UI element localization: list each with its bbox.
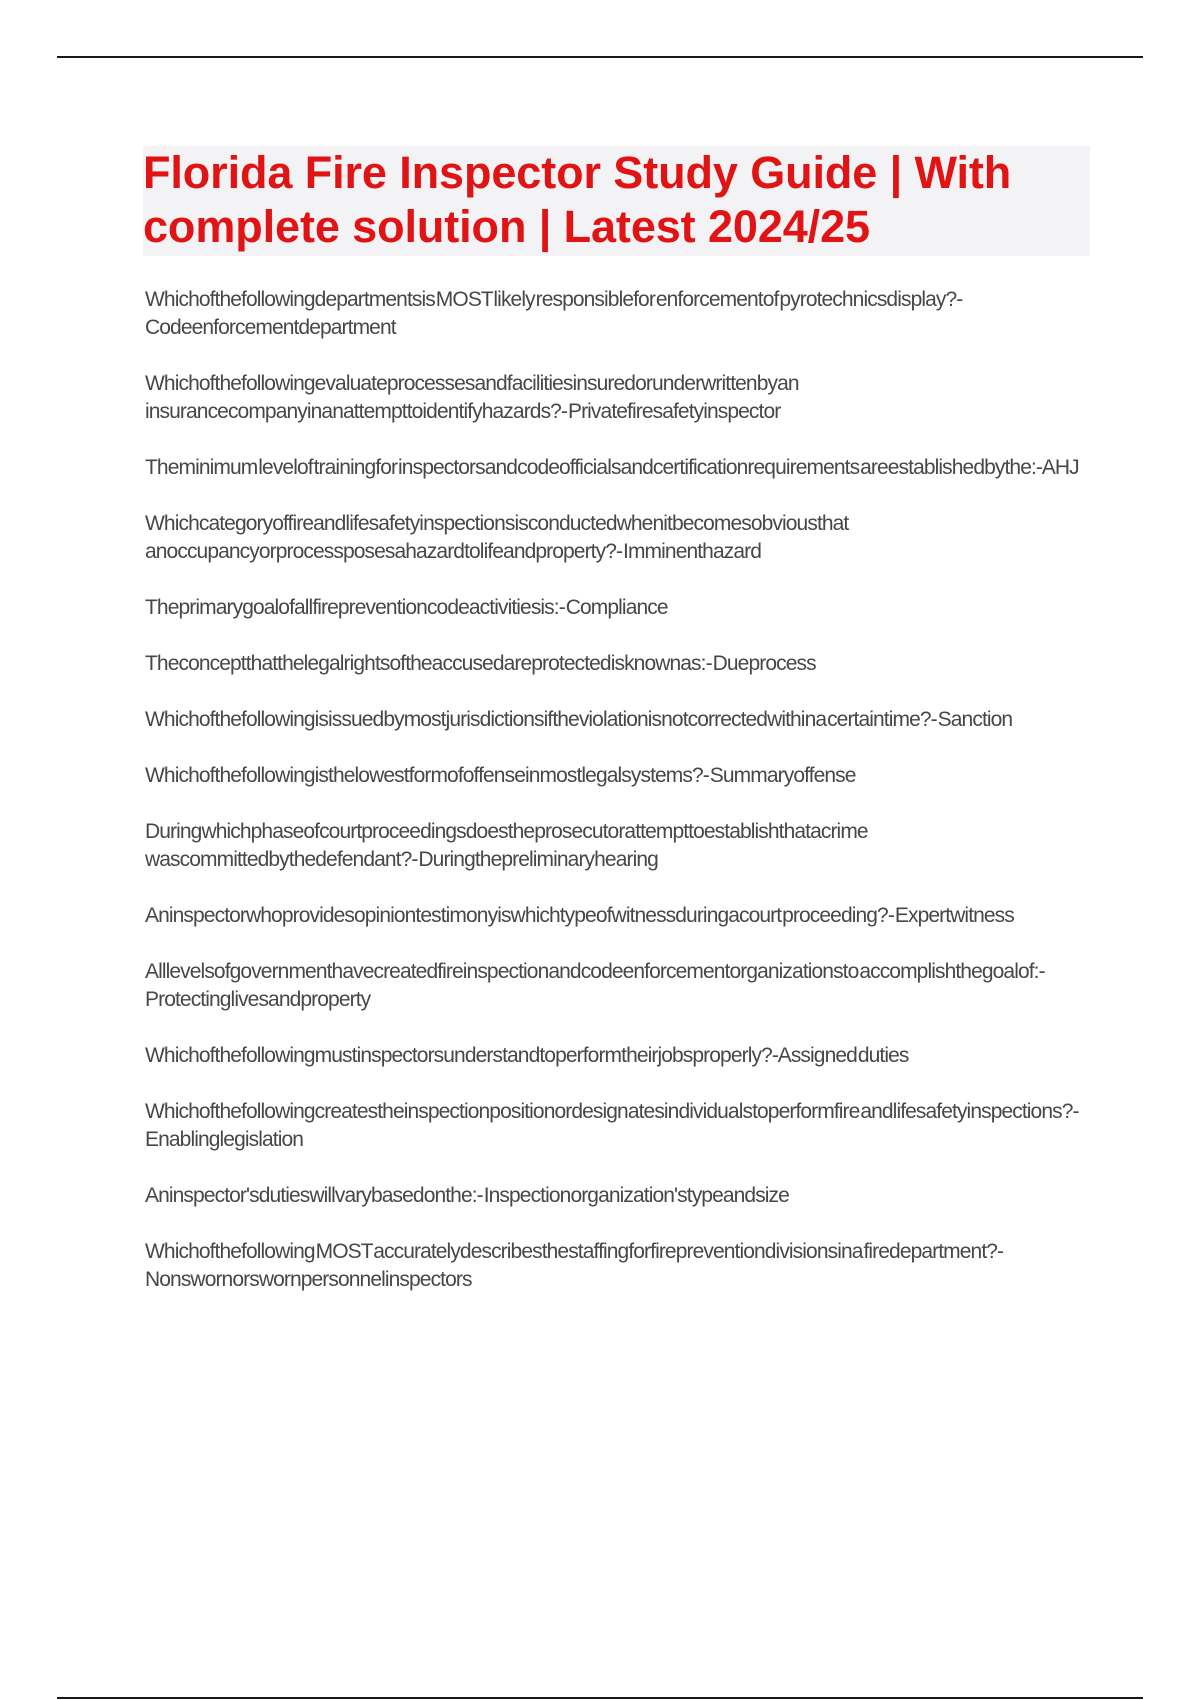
qa-item: Whichofthefollowingisthelowestformofoffenseinmostlegalsystems?- Summaryoffense (145, 764, 856, 787)
qa-item: Aninspector'sdutieswillvarybasedonthe:- Inspectionorganization'stypeandsize (145, 1184, 789, 1207)
qa-item: Whichcategoryoffireandlifesafetyinspectionsisconductedwhenitbecomesobviousthat anoccupancyorprocessposesahazardtolifeandproperty?- Imminenthazard (145, 512, 849, 563)
qa-item: Aninspectorwhoprovidesopiniontestimonyiswhichtypeofwitnessduringacourt proceeding?- Expertwitness (145, 904, 1014, 927)
document-page (145, 146, 1095, 1322)
qa-item: Theminimum levelof trainingfor inspectorsandcodeofficialsandcertificationrequirements areestablishedbythe:- AHJ (145, 456, 1079, 479)
qa-item: Theconceptthatthelegalrightsoftheaccusedareprotectedisknownas:- Dueprocess (145, 652, 816, 675)
title-block (143, 146, 1090, 256)
qa-item: Whichofthefollowingisissuedbymostjurisdictionsiftheviolationisnotcorrectedwithina certaintime?- Sanction (145, 708, 1013, 731)
qa-item: Whichofthefollowingcreatestheinspectionpositionordesignatesindividualstoperformfire andlifesafetyinspections?- Enablinglegislation (145, 1100, 1079, 1151)
qa-item: Whichofthefollowingdepartmentsis MOST likely responsiblefor enforcementof pyrotechnicsdisplay?- Codeenforcementdepartment (145, 288, 963, 339)
bottom-rule (57, 1697, 1143, 1699)
question-list (145, 286, 1095, 1294)
qa-item: Whichofthefollowing MOST accuratelydescribesthestaffingforfirepreventiondivisionsina firedepartment?- Nonswornorswornpersonnelinspectors (145, 1240, 1004, 1291)
qa-item: Whichofthefollowingevaluateprocessesandfacilitiesinsuredorunderwrittenbyan insurancecompanyinanattempttoidentifyhazards?- Privatefiresafetyinspector (145, 372, 799, 423)
document-title: Florida Fire Inspector Study Guide | With complete solution | Latest 2024/25 (143, 147, 1012, 252)
qa-item: Theprimarygoalofallfirepreventioncodeactivitiesis:- Compliance (145, 596, 668, 619)
top-rule (57, 56, 1143, 58)
qa-item: Whichofthefollowingmustinspectorsunderstandtoperformtheirjobsproperly?- Assigned duties (145, 1044, 909, 1067)
qa-item: Duringwhichphaseofcourtproceedingsdoestheprosecutorattempttoestablishthatacrime wascommittedbythedefendant?- Duringthepreliminaryhearing (145, 820, 868, 871)
qa-item: Alllevelsofgovernmenthavecreatedfireinspectionandcodeenforcementorganizationsto accomplishthegoalof:- Protectinglivesandproperty (145, 960, 1045, 1011)
